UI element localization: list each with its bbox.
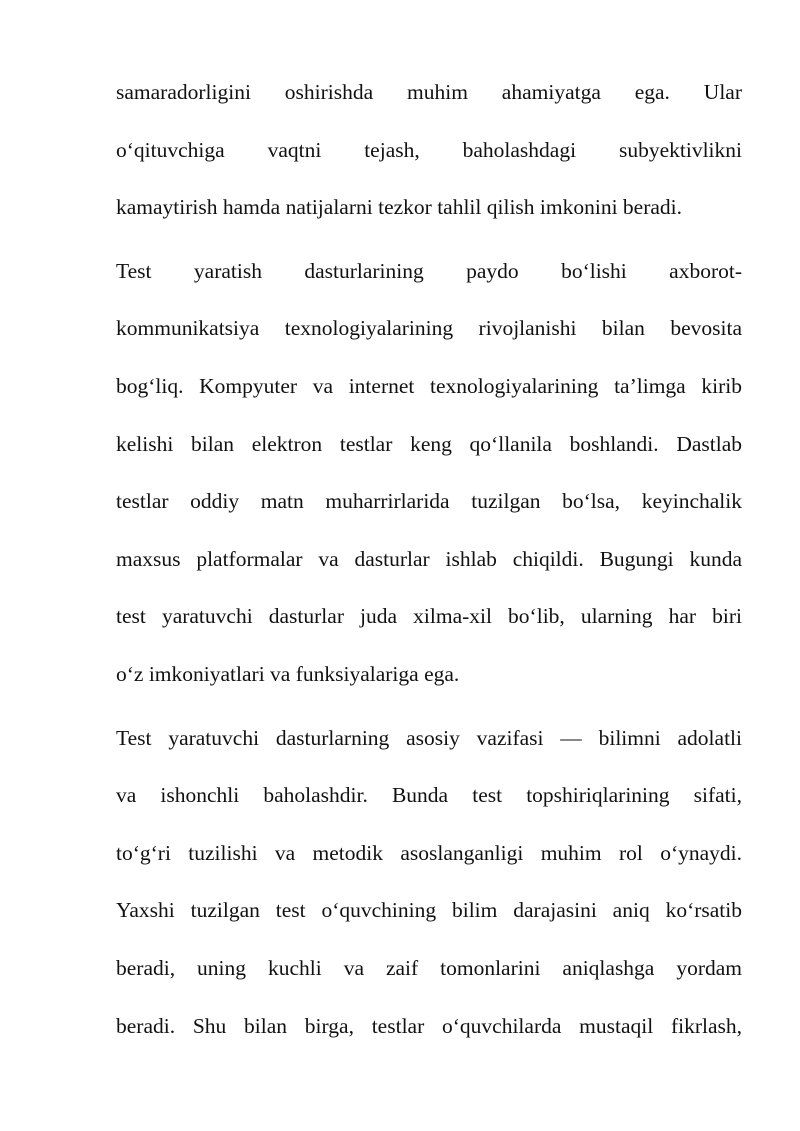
text-line: o‘qituvchiga vaqtni tejash, baholashdagi subyektivlikni <box>116 137 742 162</box>
text-line: bog‘liq. Kompyuter va internet texnologiyalarining ta’limga kirib <box>116 373 742 398</box>
text-line: beradi. Shu bilan birga, testlar o‘quvchilarda mustaqil fikrlash, <box>116 1013 742 1038</box>
paragraph-3 <box>116 717 742 1063</box>
document-page <box>116 71 742 1068</box>
text-line: kamaytirish hamda natijalarni tezkor tahlil qilish imkonini beradi. <box>116 195 683 220</box>
text-line: o‘z imkoniyatlari va funksiyalariga ega. <box>116 661 460 686</box>
text-line: Yaxshi tuzilgan test o‘quvchining bilim darajasini aniq ko‘rsatib <box>116 898 742 923</box>
text-line: Test yaratish dasturlarining paydo bo‘lishi axborot- <box>116 258 742 283</box>
paragraph-1 <box>116 71 742 244</box>
text-line: testlar oddiy matn muharrirlarida tuzilgan bo‘lsa, keyinchalik <box>116 489 742 514</box>
text-line: samaradorligini oshirishda muhim ahamiyatga ega. Ular <box>116 80 742 104</box>
text-line: test yaratuvchi dasturlar juda xilma-xil bo‘lib, ularning har biri <box>116 604 742 629</box>
text-line: kelishi bilan elektron testlar keng qo‘llanila boshlandi. Dastlab <box>116 431 742 456</box>
paragraph-2 <box>116 250 742 711</box>
text-line: kommunikatsiya texnologiyalarining rivojlanishi bilan bevosita <box>116 316 742 341</box>
text-line: beradi, uning kuchli va zaif tomonlarini aniqlashga yordam <box>116 955 742 980</box>
text-line: maxsus platformalar va dasturlar ishlab chiqildi. Bugungi kunda <box>116 546 742 571</box>
text-line: va ishonchli baholashdir. Bunda test topshiriqlarining sifati, <box>116 783 742 808</box>
text-line: Test yaratuvchi dasturlarning asosiy vazifasi — bilimni adolatli <box>116 725 742 750</box>
text-line: to‘g‘ri tuzilishi va metodik asoslanganligi muhim rol o‘ynaydi. <box>116 840 742 865</box>
